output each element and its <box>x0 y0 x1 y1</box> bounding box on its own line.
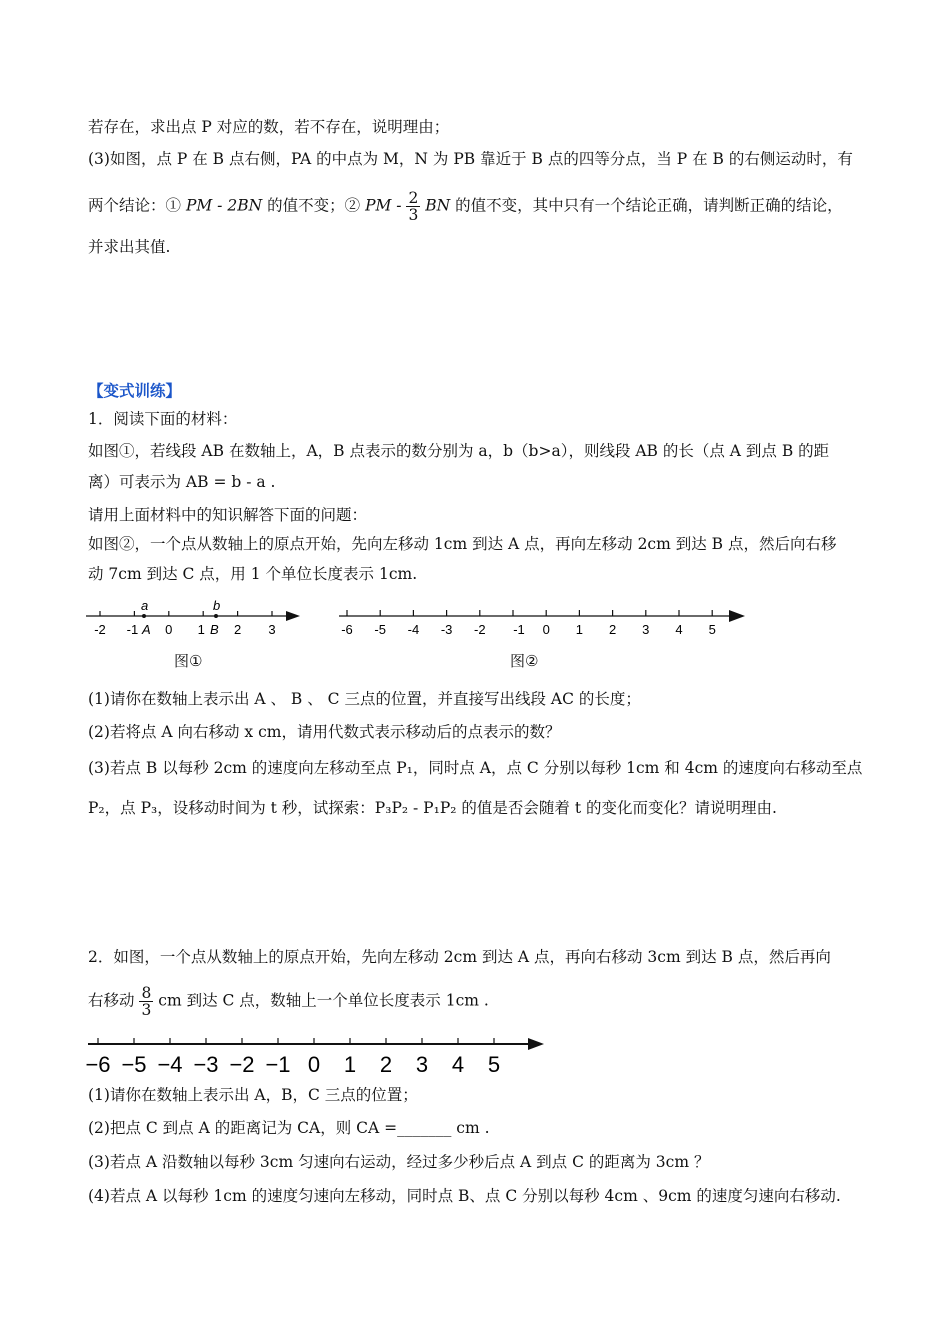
axis-arrow <box>729 610 745 622</box>
label-b: b <box>213 598 221 613</box>
axis-tick-label: −3 <box>193 1052 219 1076</box>
axis-tick-label: 1 <box>197 622 205 637</box>
figure-caption: 图② <box>510 652 539 670</box>
text-line: (3)如图，点 P 在 B 点右侧，PA 的中点为 M，N 为 PB 靠近于 B 点的四等分点，当 P 在 B 的右侧运动时，有 <box>88 150 853 168</box>
text-fragment: 两个结论：① <box>88 196 182 215</box>
text-line: 1．阅读下面的材料： <box>88 410 238 428</box>
axis-tick-label: -1 <box>126 622 139 637</box>
axis-tick-label: −4 <box>157 1052 183 1076</box>
text-line: 如图①，若线段 AB 在数轴上，A，B 点表示的数分别为 a，b（b>a），则线段 AB 的长（点 A 到点 B 的距 <box>88 442 830 460</box>
axis-tick-label: 2 <box>608 622 617 637</box>
axis-tick-label: 1 <box>575 622 584 637</box>
text-line: 并求出其值. <box>88 238 171 256</box>
text-line: 2．如图，一个点从数轴上的原点开始，先向左移动 2cm 到达 A 点，再向右移动 3cm 到达 B 点，然后再向 <box>88 948 831 966</box>
axis-tick-label: 3 <box>415 1052 429 1076</box>
axis-tick-label: -3 <box>440 622 453 637</box>
axis-tick-label: 4 <box>451 1052 465 1076</box>
number-line-figure-1 <box>80 598 310 644</box>
axis-tick-label: 0 <box>307 1052 321 1076</box>
axis-tick-label: 2 <box>233 622 242 637</box>
axis-tick-label: 3 <box>268 622 276 637</box>
axis-arrow <box>528 1038 544 1050</box>
text-fragment: 右移动 <box>88 991 135 1010</box>
math-expression: BN <box>425 196 451 215</box>
axis-tick-label: −2 <box>229 1052 255 1076</box>
axis-tick-label: -4 <box>407 622 420 637</box>
text-line: 请用上面材料中的知识解答下面的问题： <box>88 506 368 524</box>
label-A: A <box>142 622 151 637</box>
axis-tick-label: −1 <box>265 1052 291 1076</box>
axis-tick-label: -6 <box>341 622 353 637</box>
number-line-q2 <box>84 1028 554 1076</box>
text-line: (3)若点 B 以每秒 2cm 的速度向左移动至点 P₁，同时点 A，点 C 分别以每秒 1cm 和 4cm 的速度向右移动至点 <box>88 759 863 777</box>
text-line: 动 7cm 到达 C 点，用 1 个单位长度表示 1cm. <box>88 565 418 583</box>
text-line: (4)若点 A 以每秒 1cm 的速度匀速向左移动，同时点 B、点 C 分别以每秒 4cm 、9cm 的速度匀速向右移动. <box>88 1187 841 1205</box>
text-line: (2)若将点 A 向右移动 x cm，请用代数式表示移动后的点表示的数？ <box>88 723 561 741</box>
axis-tick-label: −6 <box>85 1052 111 1076</box>
figure-caption: 图① <box>174 652 203 670</box>
number-line-figure-2 <box>335 598 755 644</box>
axis-tick-label: 2 <box>379 1052 393 1076</box>
text-line <box>88 190 843 223</box>
fraction <box>139 985 153 1018</box>
fraction-denominator: 3 <box>141 1001 152 1019</box>
point-b-marker <box>214 614 218 618</box>
point-a-marker <box>142 614 146 618</box>
text-line: 若存在，求出点 P 对应的数，若不存在，说明理由； <box>88 118 450 136</box>
text-line <box>88 985 489 1018</box>
text-line: (3)若点 A 沿数轴以每秒 3cm 匀速向右运动，经过多少秒后点 A 到点 C 的距离为 3cm ？ <box>88 1153 710 1171</box>
text-fragment: cm 到达 C 点，数轴上一个单位长度表示 1cm . <box>158 991 489 1010</box>
math-expression: PM - 2BN <box>185 196 263 215</box>
axis-tick-label: 5 <box>708 622 716 637</box>
math-expression: PM - <box>365 196 402 215</box>
axis-tick-label: 5 <box>487 1052 501 1076</box>
text-line: 如图②，一个点从数轴上的原点开始，先向左移动 1cm 到达 A 点，再向左移动 2cm 到达 B 点，然后向右移 <box>88 535 837 553</box>
fraction-denominator: 3 <box>408 206 419 224</box>
fraction-numerator: 8 <box>141 984 152 1002</box>
text-fragment: 的值不变；② <box>267 196 361 215</box>
axis-tick-label: -2 <box>474 622 486 637</box>
text-line: 离）可表示为 AB = b - a . <box>88 473 276 491</box>
axis-tick-label: -2 <box>94 622 106 637</box>
text-fragment: 的值不变，其中只有一个结论正确，请判断正确的结论， <box>455 196 843 215</box>
axis-tick-label: -5 <box>374 622 386 637</box>
axis-arrow <box>286 611 300 621</box>
text-line: (1)请你在数轴上表示出 A，B，C 三点的位置； <box>88 1086 418 1104</box>
section-heading: 【变式训练】 <box>88 382 182 400</box>
axis-tick-label: 0 <box>542 622 550 637</box>
text-line: (1)请你在数轴上表示出 A 、 B 、 C 三点的位置，并直接写出线段 AC 的长度； <box>88 690 641 708</box>
axis-tick-label: −5 <box>121 1052 147 1076</box>
fraction-numerator: 2 <box>408 189 419 207</box>
axis-tick-label: 1 <box>343 1052 357 1076</box>
axis-tick-label: 4 <box>675 622 683 637</box>
axis-tick-label: -1 <box>513 622 525 637</box>
fraction <box>406 190 420 223</box>
label-B: B <box>210 622 219 637</box>
text-line: (2)把点 C 到点 A 的距离记为 CA，则 CA =_______ cm . <box>88 1119 490 1137</box>
axis-tick-label: 0 <box>165 622 173 637</box>
label-a: a <box>141 598 149 613</box>
axis-tick-label: 3 <box>642 622 650 637</box>
text-line: P₂，点 P₃，设移动时间为 t 秒，试探索：P₃P₂ - P₁P₂ 的值是否会随着 t 的变化而变化？请说明理由. <box>88 799 777 817</box>
